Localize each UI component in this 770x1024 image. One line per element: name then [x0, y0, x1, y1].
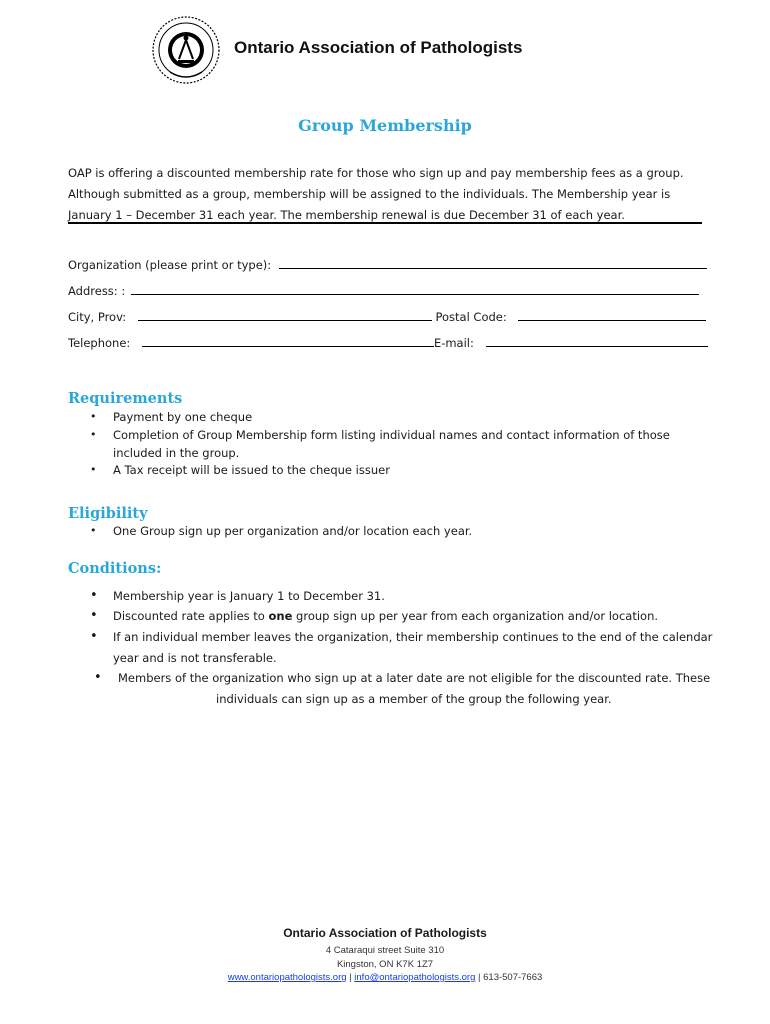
- intro-line: January 1 – December 31 each year. The membership renewal is due December 31 of each year.: [68, 208, 625, 222]
- bullet-icon: •: [90, 608, 98, 623]
- email-label: E-mail:: [433, 336, 474, 350]
- list-item: • Payment by one cheque: [90, 410, 253, 424]
- footer-contact-line: www.ontariopathologists.org | info@ontariopathologists.org | 613-507-7663: [227, 972, 543, 983]
- bullet-icon: •: [94, 670, 102, 685]
- emphasis-one: one: [268, 609, 293, 623]
- telephone-field[interactable]: [142, 334, 434, 347]
- footer-org-name: Ontario Association of Pathologists: [283, 926, 487, 940]
- intro-line: OAP is offering a discounted membership rate for those who sign up and pay membership fees as a group.: [68, 166, 684, 180]
- email-field[interactable]: [486, 334, 708, 347]
- footer-address-line2: Kingston, ON K7K 1Z7: [336, 959, 434, 970]
- list-item: • Discounted rate applies to one group sign up per year from each organization and/or location.: [90, 608, 659, 623]
- header-org-name: Ontario Association of Pathologists: [234, 38, 523, 57]
- list-item-continuation: individuals can sign up as a member of the group the following year.: [216, 692, 612, 706]
- bullet-icon: •: [90, 524, 97, 537]
- address-row: [68, 282, 699, 298]
- footer-phone: | 613-507-7663: [475, 972, 543, 983]
- bullet-icon: •: [90, 463, 97, 476]
- bullet-icon: •: [90, 428, 97, 441]
- page-title: Group Membership: [298, 116, 472, 135]
- list-item: • A Tax receipt will be issued to the cheque issuer: [90, 463, 390, 477]
- intro-paragraph: [68, 163, 708, 226]
- address-label: Address: :: [68, 284, 126, 298]
- eligibility-list: [90, 524, 710, 542]
- eligibility-heading: Eligibility: [68, 505, 148, 522]
- bullet-icon: •: [90, 410, 97, 423]
- list-item: • Completion of Group Membership form listing individual names and contact information of those: [90, 428, 670, 442]
- intro-line: Although submitted as a group, membership will be assigned to the individuals. The Membership year is: [68, 187, 671, 201]
- list-item-continuation: year and is not transferable.: [113, 651, 277, 665]
- requirements-list: [90, 410, 710, 481]
- oap-logo: [150, 14, 222, 86]
- divider: [68, 222, 702, 224]
- list-item-continuation: included in the group.: [113, 446, 240, 460]
- telephone-email-row: [68, 334, 708, 350]
- organization-field[interactable]: [279, 256, 707, 269]
- telephone-label: Telephone:: [68, 336, 131, 350]
- address-field[interactable]: [131, 282, 699, 295]
- city-prov-field[interactable]: [138, 308, 432, 321]
- requirements-heading: Requirements: [68, 390, 183, 407]
- list-item: • Members of the organization who sign up at a later date are not eligible for the discounted rate. These: [94, 670, 711, 685]
- organization-row: [68, 256, 707, 272]
- list-item: • One Group sign up per organization and/or location each year.: [90, 524, 473, 538]
- email-link[interactable]: info@ontariopathologists.org: [354, 972, 476, 983]
- postal-code-field[interactable]: [518, 308, 706, 321]
- conditions-list: [90, 589, 730, 712]
- city-label: City, Prov:: [68, 310, 127, 324]
- conditions-heading: Conditions:: [68, 560, 162, 577]
- website-link[interactable]: www.ontariopathologists.org: [227, 972, 347, 983]
- list-item: • Membership year is January 1 to December 31.: [90, 588, 385, 603]
- organization-label: Organization (please print or type):: [68, 258, 272, 272]
- bullet-icon: •: [90, 588, 98, 603]
- postal-label: Postal Code:: [435, 310, 507, 324]
- list-item: • If an individual member leaves the organization, their membership continues to the end of the calendar: [90, 629, 713, 644]
- footer-address-line1: 4 Cataraqui street Suite 310: [325, 945, 445, 956]
- bullet-icon: •: [90, 629, 98, 644]
- city-postal-row: [68, 308, 706, 324]
